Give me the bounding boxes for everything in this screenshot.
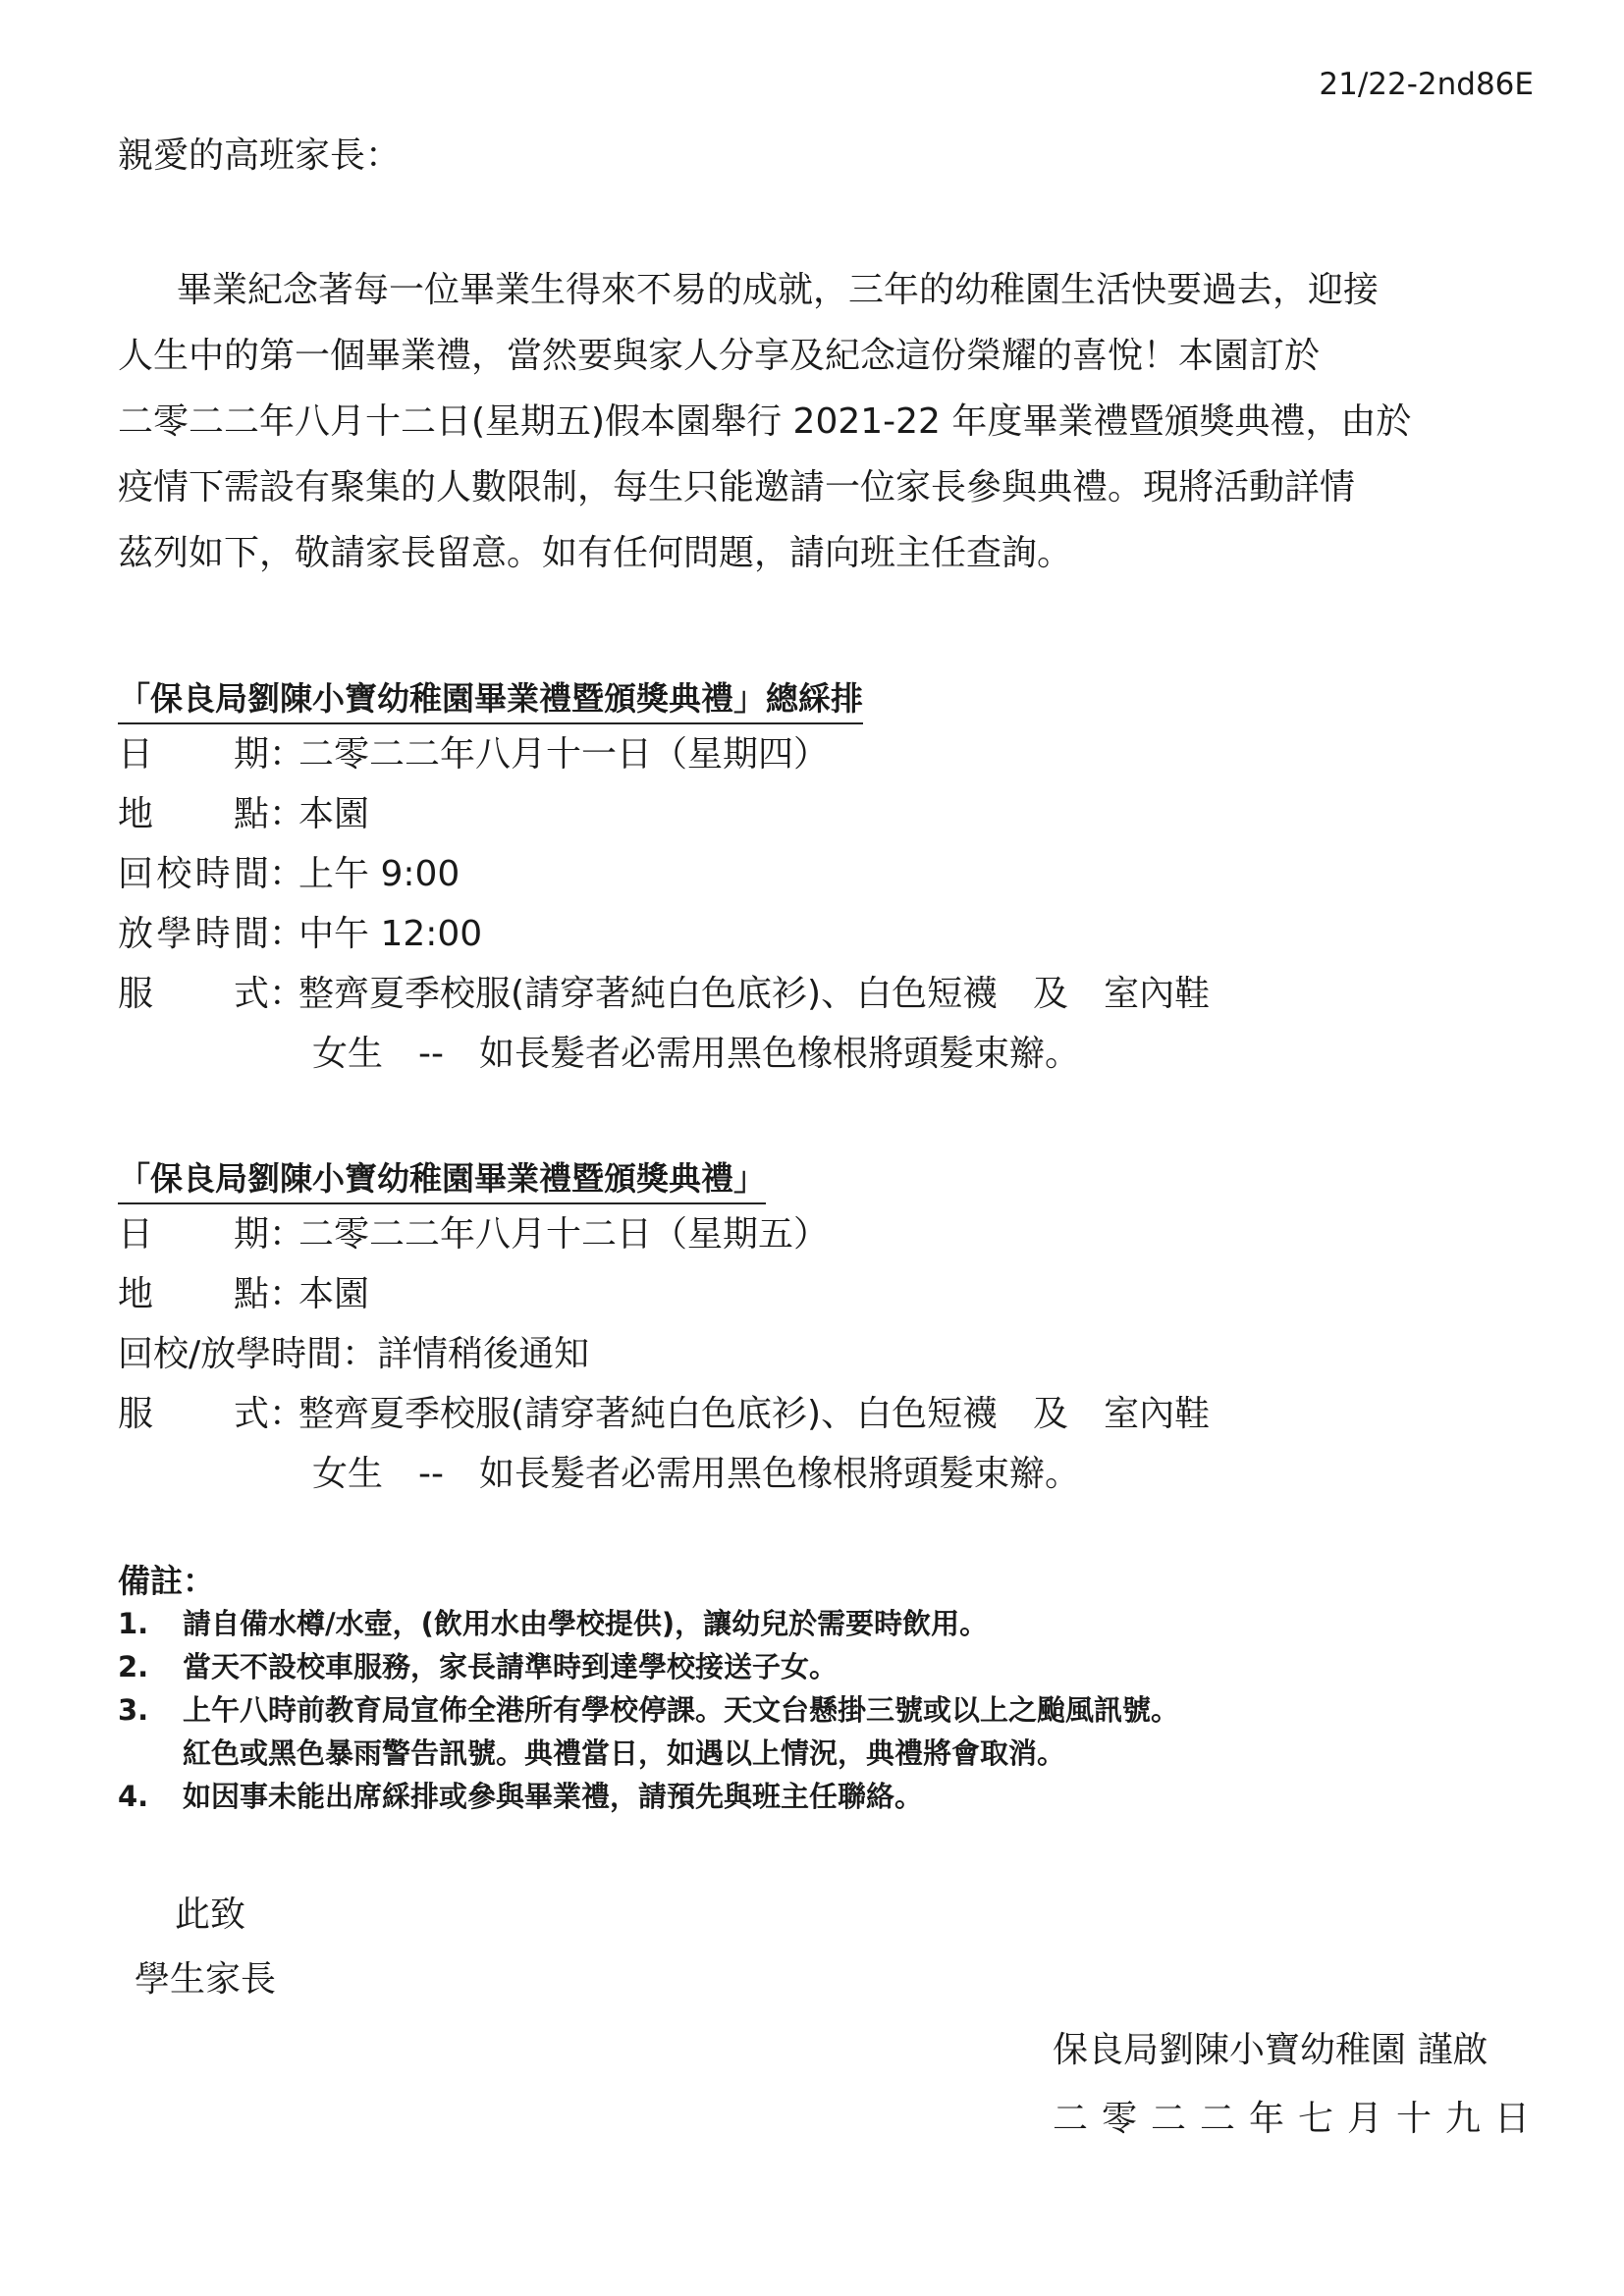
salutation: 親愛的高班家長： — [118, 135, 402, 176]
ceremony-venue-value: 本園 — [298, 1274, 370, 1314]
rehearsal-venue-row: 地點：本園 — [118, 791, 369, 838]
ceremony-date-value: 二零二二年八月十二日（星期五） — [298, 1214, 830, 1255]
note-text: 請自備水樽/水壺，(飲用水由學校提供)，讓幼兒於需要時飲用。 — [183, 1607, 989, 1640]
ceremony-attire-label: 服式 — [118, 1394, 269, 1434]
note-item — [118, 1775, 1179, 1818]
note-number: 2. — [118, 1650, 149, 1683]
notes-title: 備註： — [118, 1562, 215, 1600]
rehearsal-venue-value: 本園 — [298, 794, 370, 834]
signature-date: 二零二二年七月十九日 — [1053, 2099, 1544, 2139]
rehearsal-attire-value: 整齊夏季校服(請穿著純白色底衫)、白色短襪 及 室內鞋 — [298, 974, 1211, 1014]
ceremony-date-label: 日期 — [118, 1214, 269, 1255]
ceremony-attire-row: 服式：整齊夏季校服(請穿著純白色底衫)、白色短襪 及 室內鞋 — [118, 1391, 1210, 1438]
note-item — [118, 1602, 1179, 1645]
ceremony-venue-label: 地點 — [118, 1274, 269, 1314]
signature: 保良局劉陳小寶幼稚園 謹啟 — [1053, 2030, 1489, 2070]
intro-line: 畢業紀念著每一位畢業生得來不易的成就，三年的幼稚園生活快要過去，迎接 — [177, 270, 1380, 310]
intro-line: 茲列如下，敬請家長留意。如有任何問題，請向班主任查詢。 — [118, 533, 1073, 573]
rehearsal-title: 「保良局劉陳小寶幼稚園畢業禮暨頒獎典禮」總綵排 — [118, 673, 863, 724]
note-text: 上午八時前教育局宣佈全港所有學校停課。天文台懸掛三號或以上之颱風訊號。 — [183, 1693, 1180, 1727]
rehearsal-attire-label: 服式 — [118, 974, 269, 1014]
note-number: 1. — [118, 1607, 149, 1640]
rehearsal-dismiss-value: 中午 12:00 — [298, 914, 483, 954]
note-number: 3. — [118, 1693, 149, 1727]
rehearsal-dismiss-label: 放學時間 — [118, 914, 269, 954]
closing-greeting: 此致 — [175, 1895, 246, 1935]
note-text: 當天不設校車服務，家長請準時到達學校接送子女。 — [183, 1650, 839, 1683]
notes-list — [118, 1602, 1179, 1818]
note-continuation: 紅色或黑色暴雨警告訊號。典禮當日，如遇以上情況，典禮將會取消。 — [183, 1736, 1066, 1770]
note-number: 4. — [118, 1780, 149, 1813]
rehearsal-date-row: 日期：二零二二年八月十一日（星期四） — [118, 731, 829, 778]
ceremony-title: 「保良局劉陳小寶幼稚園畢業禮暨頒獎典禮」 — [118, 1153, 766, 1204]
note-text: 如因事未能出席綵排或參與畢業禮，請預先與班主任聯絡。 — [183, 1780, 924, 1813]
document-reference: 21/22-2nd86E — [1319, 67, 1534, 102]
ceremony-venue-row: 地點：本園 — [118, 1271, 369, 1318]
rehearsal-date-label: 日期 — [118, 734, 269, 774]
rehearsal-date-value: 二零二二年八月十一日（星期四） — [298, 734, 830, 774]
rehearsal-return-row: 回校時間：上午 9:00 — [118, 851, 460, 898]
rehearsal-return-label: 回校時間 — [118, 854, 269, 894]
ceremony-attire-note: 女生 -- 如長髮者必需用黑色橡根將頭髮束辮。 — [312, 1454, 1080, 1494]
ceremony-time-text: 回校/放學時間：詳情稍後通知 — [118, 1334, 590, 1374]
intro-line: 疫情下需設有聚集的人數限制，每生只能邀請一位家長參與典禮。現將活動詳情 — [118, 467, 1356, 507]
note-item — [118, 1645, 1179, 1688]
rehearsal-attire-note: 女生 -- 如長髮者必需用黑色橡根將頭髮束辮。 — [312, 1034, 1080, 1074]
rehearsal-return-value: 上午 9:00 — [298, 854, 460, 894]
rehearsal-attire-row: 服式：整齊夏季校服(請穿著純白色底衫)、白色短襪 及 室內鞋 — [118, 971, 1210, 1018]
closing-recipient: 學生家長 — [135, 1959, 277, 2000]
intro-paragraph — [118, 257, 1411, 586]
ceremony-date-row: 日期：二零二二年八月十二日（星期五） — [118, 1211, 829, 1258]
rehearsal-dismiss-row: 放學時間：中午 12:00 — [118, 911, 482, 958]
intro-line: 二零二二年八月十二日(星期五)假本園舉行 2021-22 年度畢業禮暨頒獎典禮，由於 — [118, 401, 1412, 442]
note-item — [118, 1688, 1179, 1732]
intro-line: 人生中的第一個畢業禮，當然要與家人分享及紀念這份榮耀的喜悅！本園訂於 — [118, 336, 1321, 376]
ceremony-attire-value: 整齊夏季校服(請穿著純白色底衫)、白色短襪 及 室內鞋 — [298, 1394, 1211, 1434]
rehearsal-venue-label: 地點 — [118, 794, 269, 834]
ceremony-time-row — [118, 1331, 589, 1378]
